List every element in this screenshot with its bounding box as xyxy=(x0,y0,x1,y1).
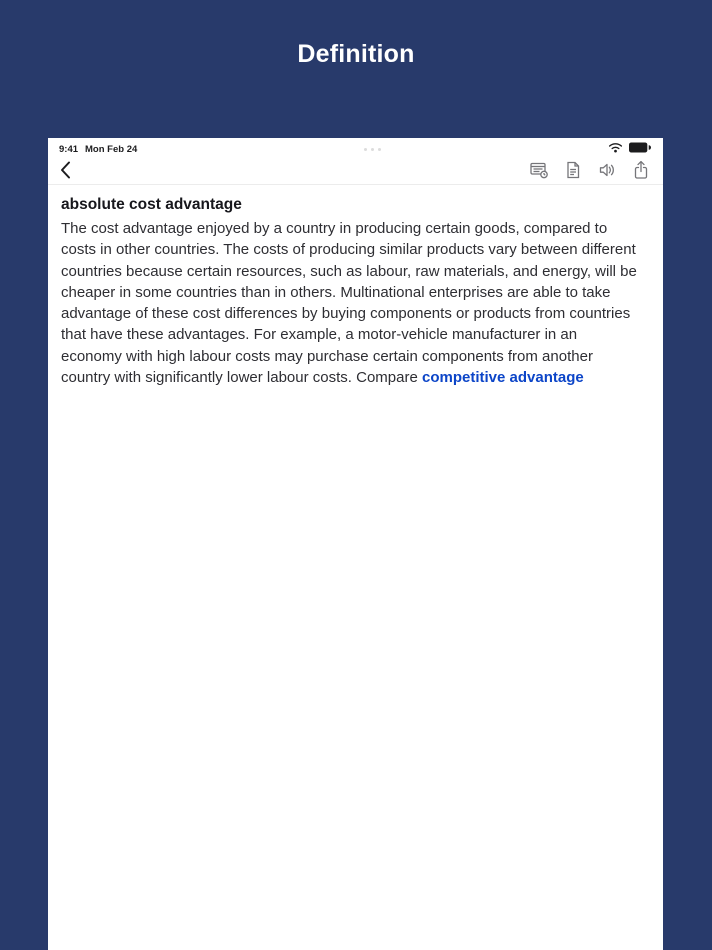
speaker-button[interactable] xyxy=(597,161,617,181)
page-title: Definition xyxy=(297,40,415,68)
status-left xyxy=(59,144,137,155)
wifi-icon xyxy=(608,140,623,158)
competitive-advantage-link[interactable]: competitive advantage xyxy=(421,369,584,387)
nav-bar xyxy=(48,158,663,185)
headword: absolute cost advantage xyxy=(61,196,242,213)
definition-text xyxy=(61,218,641,388)
status-bar xyxy=(48,138,663,158)
definition-body: The cost advantage enjoyed by a country in producing certain goods, compared to costs in other countries. The costs of producing similar products vary between different countries because certain resources, such as labour, raw materials, and energy, will be cheaper in some countries than in others. Multinational enterprises are able to take advantage of these cost differences by buying components or products from countries that have these advantages. For example, a motor-vehicle manufacturer in an economy with high labour costs may purchase certain components from another country with significantly lower labour costs. Compare xyxy=(61,220,637,387)
status-date: Mon Feb 24 xyxy=(85,143,138,155)
back-button[interactable] xyxy=(58,160,80,182)
share-icon xyxy=(631,160,651,183)
speaker-icon xyxy=(597,160,617,183)
document-icon xyxy=(563,160,583,183)
share-button[interactable] xyxy=(631,161,651,181)
multitask-dots-icon xyxy=(364,148,381,151)
battery-icon xyxy=(628,140,652,158)
flashcards-icon xyxy=(529,160,549,183)
chevron-left-icon xyxy=(60,161,71,182)
status-right xyxy=(608,140,652,158)
document-button[interactable] xyxy=(563,161,583,181)
device-screenshot-card xyxy=(48,138,663,950)
nav-actions xyxy=(529,161,651,181)
status-time: 9:41 xyxy=(59,143,79,155)
flashcards-button[interactable] xyxy=(529,161,549,181)
entry-content xyxy=(48,185,663,388)
